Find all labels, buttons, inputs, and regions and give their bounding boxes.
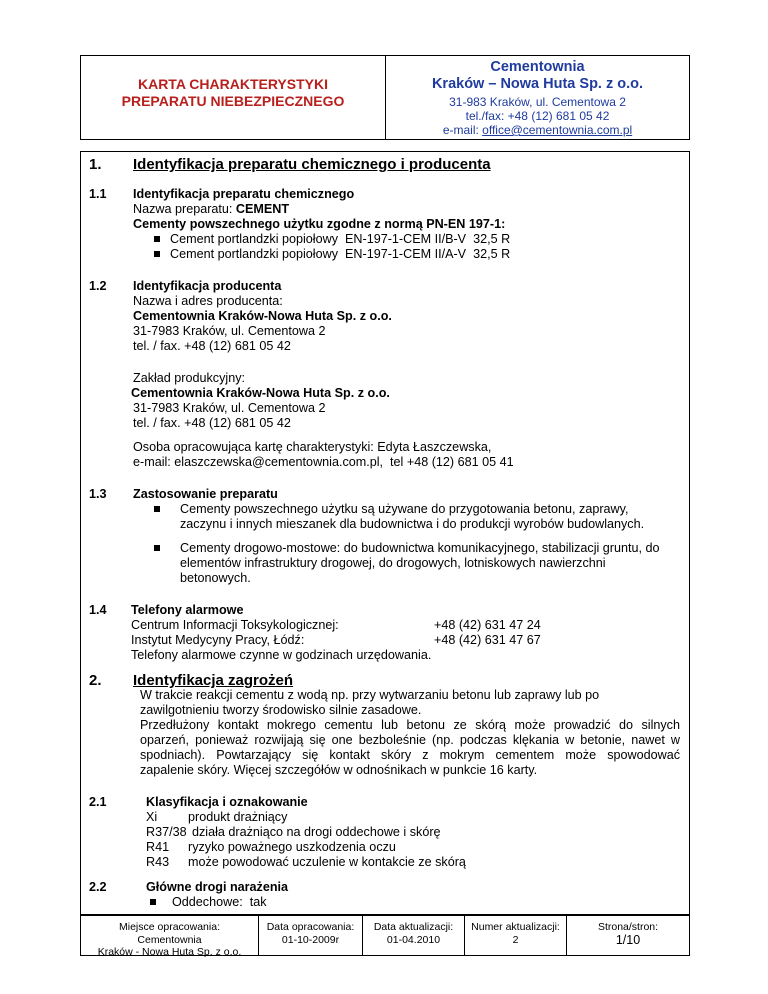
bullet-icon [154, 236, 160, 242]
plant-label: Zakład produkcyjny: [133, 371, 245, 385]
footer-date-cell [259, 916, 363, 955]
section-1-1-heading: Identyfikacja preparatu chemicznego [133, 187, 355, 201]
footer-page-cell [567, 916, 689, 955]
cement-type-item [154, 232, 510, 247]
plant-name: Cementownia Kraków-Nowa Huta Sp. z o.o. [131, 386, 390, 400]
footer-date-label: Data opracowania: [266, 921, 355, 933]
preparation-name-label: Nazwa preparatu: [133, 202, 236, 216]
hazard-intro-1: W trakcie reakcji cementu z wodą np. przy wytwarzaniu betonu lub zaprawy lub po [140, 688, 600, 702]
emergency-label-1: Centrum Informacji Toksykologicznej: [131, 618, 339, 632]
section-1-1-number: 1.1 [89, 187, 107, 201]
document-title-line-1: KARTA CHARAKTERYSTYKI [137, 76, 329, 92]
footer-place-1: Cementownia [137, 933, 202, 946]
bullet-icon [154, 506, 160, 512]
emergency-phone-1: +48 (42) 631 47 24 [434, 618, 541, 632]
usage-2-line-3: betonowych. [180, 571, 251, 585]
classification-code: R37/38 [146, 825, 187, 839]
producer-address: 31-7983 Kraków, ul. Cementowa 2 [133, 324, 326, 338]
cement-type-text: Cement portlandzki popiołowy EN-197-1-CEM II/A-V 32,5 R [170, 247, 511, 261]
cement-type-text: Cement portlandzki popiołowy EN-197-1-CEM II/B-V 32,5 R [170, 232, 511, 246]
bullet-icon [154, 545, 160, 551]
footer-revision-label: Numer aktualizacji: [471, 921, 560, 933]
section-1-4-heading: Telefony alarmowe [131, 603, 244, 617]
classification-code: R41 [146, 840, 170, 854]
company-email-link[interactable]: office@cementownia.com.pl [482, 123, 633, 137]
plant-address: 31-7983 Kraków, ul. Cementowa 2 [133, 401, 326, 415]
document-title-line-2: PREPARATU NIEBEZPIECZNEGO [121, 93, 345, 109]
company-telfax: tel./fax: +48 (12) 681 05 42 [465, 109, 610, 123]
section-2-title: Identyfikacja zagrożeń [133, 672, 294, 689]
header-title-box [80, 55, 386, 140]
classification-code: Xi [146, 810, 158, 824]
footer-revision-value: 2 [512, 933, 519, 946]
author-line: Osoba opracowująca kartę charakterystyki: Edyta Łaszczewska, [133, 440, 492, 454]
emergency-label-2: Instytut Medycyny Pracy, Łódź: [131, 633, 305, 647]
section-1-title: Identyfikacja preparatu chemicznego i producenta [133, 156, 491, 173]
section-2-2-number: 2.2 [89, 880, 107, 894]
classification-text: produkt drażniący [188, 810, 288, 824]
footer-page-label: Strona/stron: [597, 921, 659, 933]
company-email-row [386, 123, 689, 137]
footer-revision-cell [465, 916, 567, 955]
footer-place-cell [81, 916, 259, 958]
bullet-icon [150, 899, 156, 905]
hazard-intro-4: oparzeń, ponieważ rozwijają się one bezboleśnie (np. podczas klękania w betonie, nawet w [140, 733, 680, 747]
usage-2-line-1: Cementy drogowo-mostowe: do budownictwa komunikacyjnego, stabilizacji gruntu, do [180, 541, 660, 555]
section-1-2-heading: Identyfikacja producenta [133, 279, 282, 293]
section-2-2-heading: Główne drogi narażenia [146, 880, 289, 894]
preparation-name-value: CEMENT [235, 202, 290, 216]
section-1-2-number: 1.2 [89, 279, 107, 293]
footer-table [80, 915, 690, 956]
author-contact: e-mail: elaszczewska@cementownia.com.pl, tel +48 (12) 681 05 41 [133, 455, 514, 469]
company-name-line-2: Kraków – Nowa Huta Sp. z o.o. [431, 76, 644, 92]
footer-update-label: Data aktualizacji: [373, 921, 454, 933]
norm-line: Cementy powszechnego użytku zgodne z normą PN-EN 197-1: [133, 217, 506, 231]
section-1-3-heading: Zastosowanie preparatu [133, 487, 278, 501]
footer-update-value: 01-04.2010 [386, 933, 441, 946]
company-address: 31-983 Kraków, ul. Cementowa 2 [449, 95, 626, 109]
hazard-intro-2: zawilgotnieniu tworzy środowisko silnie zasadowe. [140, 703, 422, 717]
emergency-phone-2: +48 (42) 631 47 67 [434, 633, 541, 647]
exposure-route-inhalation: Oddechowe: tak [172, 895, 267, 909]
footer-update-cell [363, 916, 465, 955]
preparation-name-row [133, 202, 289, 217]
producer-name: Cementownia Kraków-Nowa Huta Sp. z o.o. [133, 309, 392, 323]
classification-text: działa drażniąco na drogi oddechowe i skórę [192, 825, 441, 839]
hazard-intro-6: zapalenie skóry. Więcej szczegółów w odnośnikach w punkcie 16 karty. [140, 763, 538, 777]
section-2-1-number: 2.1 [89, 795, 107, 809]
classification-code: R43 [146, 855, 170, 869]
section-1-number: 1. [89, 156, 102, 173]
footer-place-label: Miejsce opracowania: [119, 921, 220, 933]
plant-phone: tel. / fax. +48 (12) 681 05 42 [133, 416, 291, 430]
hazard-intro-5: spodniach). Powtarzający się kontakt skóry z mokrym cementem może spowodować [140, 748, 680, 762]
company-name-line-1: Cementownia [490, 59, 585, 75]
footer-page-value: 1/10 [615, 932, 641, 947]
section-1-3-number: 1.3 [89, 487, 107, 501]
hazard-intro-3: Przedłużony kontakt mokrego cementu lub betonu ze skórą może prowadzić do silnych [140, 718, 680, 732]
bullet-icon [154, 251, 160, 257]
footer-date-value: 01-10-2009r [281, 933, 340, 946]
classification-text: może powodować uczulenie w kontakcie ze skórą [188, 855, 466, 869]
section-1-4-number: 1.4 [89, 603, 107, 617]
section-2-number: 2. [89, 672, 102, 689]
footer-place-2: Kraków - Nowa Huta Sp. z o.o. [97, 946, 242, 958]
usage-1-line-2: zaczynu i innych mieszanek dla budownictwa i do produkcji wyrobów budowlanych. [180, 517, 645, 531]
section-2-1-heading: Klasyfikacja i oznakowanie [146, 795, 308, 809]
email-label: e-mail: [442, 123, 483, 137]
usage-2-line-2: elementów infrastruktury drogowej, do drogowych, lotniskowych nawierzchni [180, 556, 606, 570]
cement-type-item [154, 247, 510, 262]
header-company-box [385, 55, 690, 140]
producer-label: Nazwa i adres producenta: [133, 294, 283, 308]
classification-text: ryzyko poważnego uszkodzenia oczu [188, 840, 396, 854]
producer-phone: tel. / fax. +48 (12) 681 05 42 [133, 339, 291, 353]
emergency-hours: Telefony alarmowe czynne w godzinach urzędowania. [131, 648, 432, 662]
usage-1-line-1: Cementy powszechnego użytku są używane do przygotowania betonu, zaprawy, [180, 502, 629, 516]
